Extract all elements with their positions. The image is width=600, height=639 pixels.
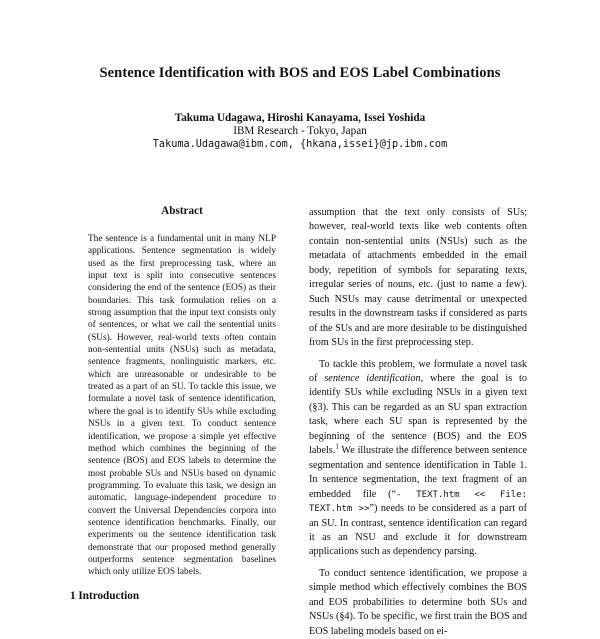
intro-p2-text-d: ”) needs to be considered as a part of an SU. In contrast, sentence identification can regard it as an NSU and exclude it for downstream applications such as dependency parsing. [309, 503, 527, 558]
author-emails: Takuma.Udagawa@ibm.com, {hkana,issei}@jp.ibm.com [152, 139, 448, 150]
intro-p2-text-c: We illustrate the difference between sentence segmentation and sentence identification in Table 1. In sentence segmentation, the text fragment of an embedded file (“ [309, 445, 527, 500]
term-sentence-identification: sentence identification [324, 372, 421, 384]
footnote-marker: 1 [335, 442, 339, 451]
introduction-heading: 1 Introduction [70, 590, 140, 602]
intro-p2-text-b: , where the goal is to identify SUs while excluding NSUs in a given text (§3). This can be regarded as an SU span extraction task, where each SU span is represented by the beginning of the sentence (BOS) and the EOS labels. [309, 372, 527, 457]
intro-paragraph-1: assumption that the text only consists of SUs; however, real-world texts like web contents often contain non-sentential units (NSUs) such as the metadata of attachments embedded in the email body, repetition of symbols for separating texts, irregular series of nouns, etc. (just to name a few). Such NSUs may cause detrimental or unexpected results in the downstream tasks if considered as parts of the SUs and are more desirable to be distinguished from SUs in the first preprocessing step. [309, 207, 527, 349]
inline-code-embedded-file: - TEXT.htm << File: TEXT.htm >> [309, 489, 528, 515]
intro-paragraph-3: To conduct sentence identification, we propose a simple method which effectively combines the BOS and EOS probabilities to determine both SUs and NSUs (§4). To be specific, we first train the BOS and EOS labeling models based on ei- [309, 567, 527, 637]
affiliation: IBM Research - Tokyo, Japan [233, 125, 367, 137]
intro-p2-text-a: To tackle this problem, we formulate a novel task of [309, 358, 527, 384]
intro-paragraph-2 [309, 358, 527, 560]
introduction-body [309, 206, 527, 639]
author-list: Takuma Udagawa, Hiroshi Kanayama, Issei Yoshida [174, 112, 426, 124]
paper-title: Sentence Identification with BOS and EOS Label Combinations [99, 65, 501, 81]
abstract-text: The sentence is a fundamental unit in many NLP applications. Sentence segmentation is widely used as the first preprocessing task, where an input text is split into consecutive sentences considering the end of the sentence (EOS) as their boundaries. This task formulation relies on a strong assumption that the input text consists only of sentences, or what we call the sentential units (SUs). However, real-world texts often contain non-sentential units (NSUs) such as metadata, sentence fragments, nonlinguistic markers, etc. which are unreasonable or undesirable to be treated as a part of an SU. To tackle this issue, we formulate a novel task of sentence identification, where the goal is to identify SUs while excluding NSUs in a given text. To conduct sentence identification, we propose a simple yet effective method which combines the beginning of the sentence (BOS) and EOS labels to determine the most probable SUs and NSUs based on dynamic programming. To evaluate this task, we design an automatic, language-independent procedure to convert the Universal Dependencies corpora into sentence identification benchmarks. Finally, our experiments on the sentence identification task demonstrate that our proposed method generally outperforms sentence segmentation baselines which only utilize EOS labels. [88, 234, 276, 578]
abstract-heading: Abstract [161, 205, 203, 217]
